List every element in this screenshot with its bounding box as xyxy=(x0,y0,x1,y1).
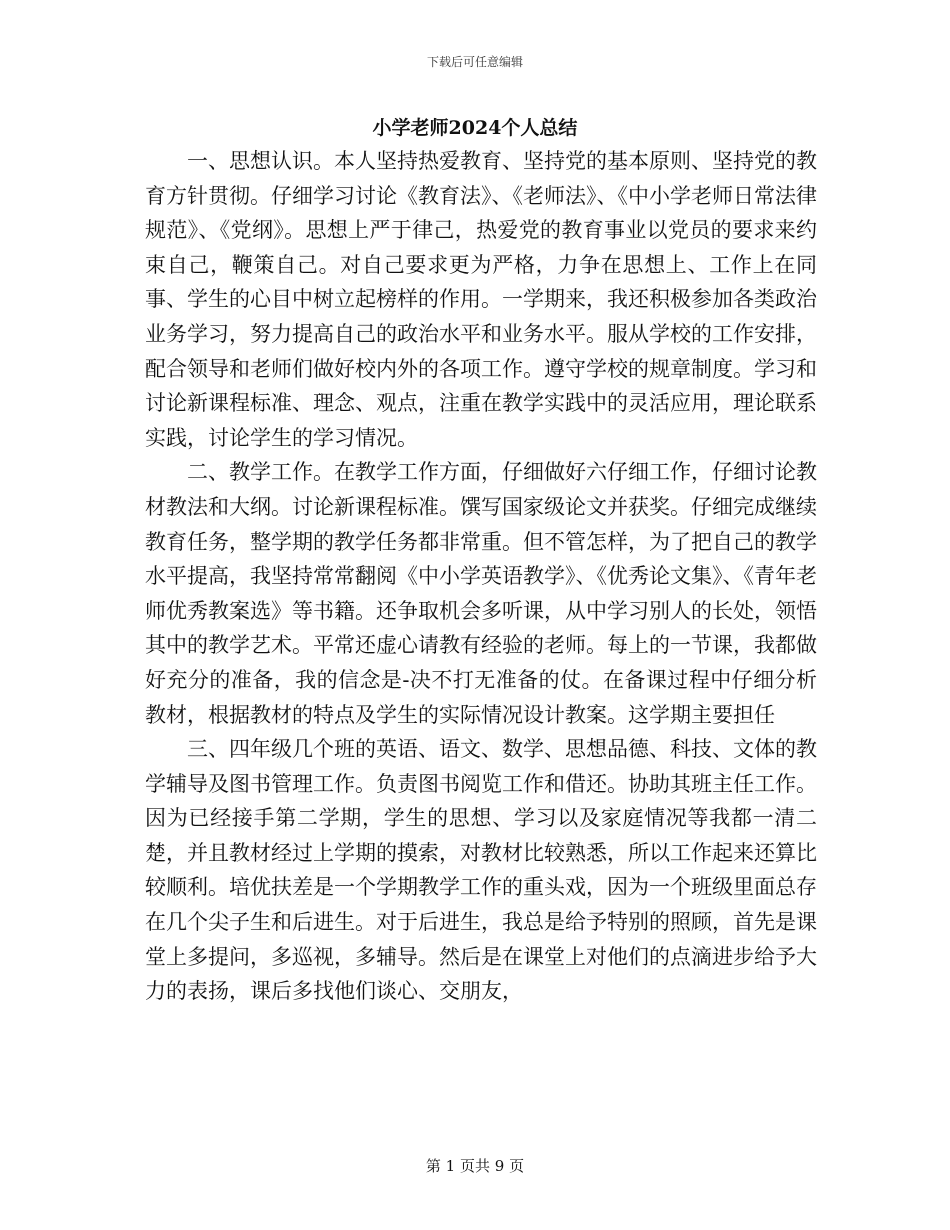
page-header-note: 下载后可任意编辑 xyxy=(426,55,523,69)
paragraph-grade-four: 三、四年级几个班的英语、语文、数学、思想品德、科技、文体的教学辅导及图书管理工作。负责图书阅览工作和借还。协助其班主任工作。因为已经接手第二学期，学生的思想、学习以及家庭情况等我都一清二楚，并且教材经过上学期的摸索，对教材比较熟悉，所以工作起来还算比较顺利。培优扶差是一个学期教学工作的重头戏，因为一个班级里面总存在几个尖子生和后进生。对于后进生，我总是给予特别的照顾，首先是课堂上多提问，多巡视，多辅导。然后是在课堂上对他们的点滴进步给予大力的表扬，课后多找他们谈心、交朋友， xyxy=(145,737,817,1004)
page-number: 第 1 页共 9 页 xyxy=(425,1157,525,1175)
paragraph-thought: 一、思想认识。本人坚持热爱教育、坚持党的基本原则、坚持党的教育方针贯彻。仔细学习讨论《教育法》、《老师法》、《中小学老师日常法律规范》、《党纲》。思想上严于律己，热爱党的教育事业以党员的要求来约束自己，鞭策自己。对自己要求更为严格，力争在思想上、工作上在同事、学生的心目中树立起榜样的作用。一学期来，我还积极参加各类政治业务学习，努力提高自己的政治水平和业务水平。服从学校的工作安排，配合领导和老师们做好校内外的各项工作。遵守学校的规章制度。学习和讨论新课程标准、理念、观点，注重在教学实践中的灵活应用，理论联系实践，讨论学生的学习情况。 xyxy=(145,149,817,450)
paragraph-teaching: 二、教学工作。在教学工作方面，仔细做好六仔细工作，仔细讨论教材教法和大纲。讨论新课程标准。馔写国家级论文并获奖。仔细完成继续教育任务，整学期的教学任务都非常重。但不管怎样，为了把自己的教学水平提高，我坚持常常翻阅《中小学英语教学》、《优秀论文集》、《青年老师优秀教案选》等书籍。还争取机会多听课，从中学习别人的长处，领悟其中的教学艺术。平常还虚心请教有经验的老师。每上的一节课，我都做好充分的准备，我的信念是-决不打无准备的仗。在备课过程中仔细分析教材，根据教材的特点及学生的实际情况设计教案。这学期主要担任 xyxy=(145,460,817,727)
document-title: 小学老师2024个人总结 xyxy=(372,117,578,139)
document-body xyxy=(145,144,817,1009)
